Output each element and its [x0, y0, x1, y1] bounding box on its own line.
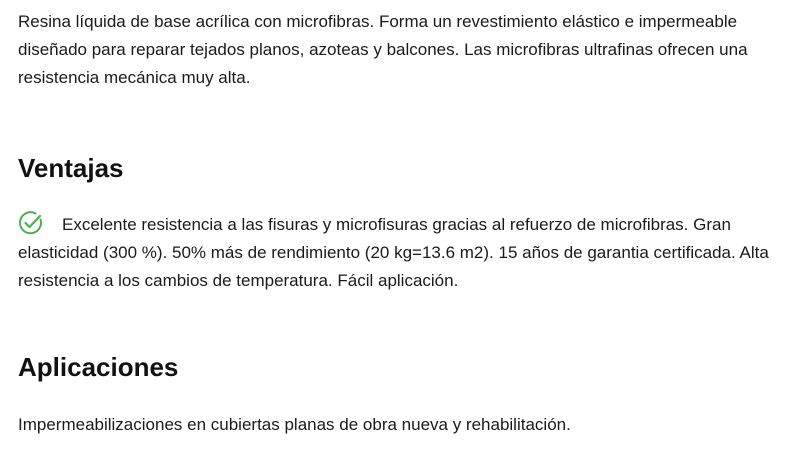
- ventajas-text: Excelente resistencia a las fisuras y microfisuras gracias al refuerzo de microfibras. Gran elasticidad (300 %). 50% más de rendimiento (20 kg=13.6 m2). 15 años de garantia certificada. Alta resistencia a los cambios de temperatura. Fácil aplicación.: [18, 215, 769, 290]
- ventajas-heading: Ventajas: [18, 153, 124, 183]
- check-circle-icon: [18, 210, 44, 236]
- intro-paragraph: Resina líquida de base acrílica con microfibras. Forma un revestimiento elástico e impermeable diseñado para reparar tejados planos, azoteas y balcones. Las microfibras ultrafinas ofrecen una resistencia mecánica muy alta.: [18, 12, 748, 87]
- product-description: [18, 8, 793, 439]
- ventajas-paragraph: [18, 210, 793, 295]
- aplicaciones-paragraph: Impermeabilizaciones en cubiertas planas de obra nueva y rehabilitación.: [18, 415, 571, 434]
- aplicaciones-heading: Aplicaciones: [18, 352, 179, 382]
